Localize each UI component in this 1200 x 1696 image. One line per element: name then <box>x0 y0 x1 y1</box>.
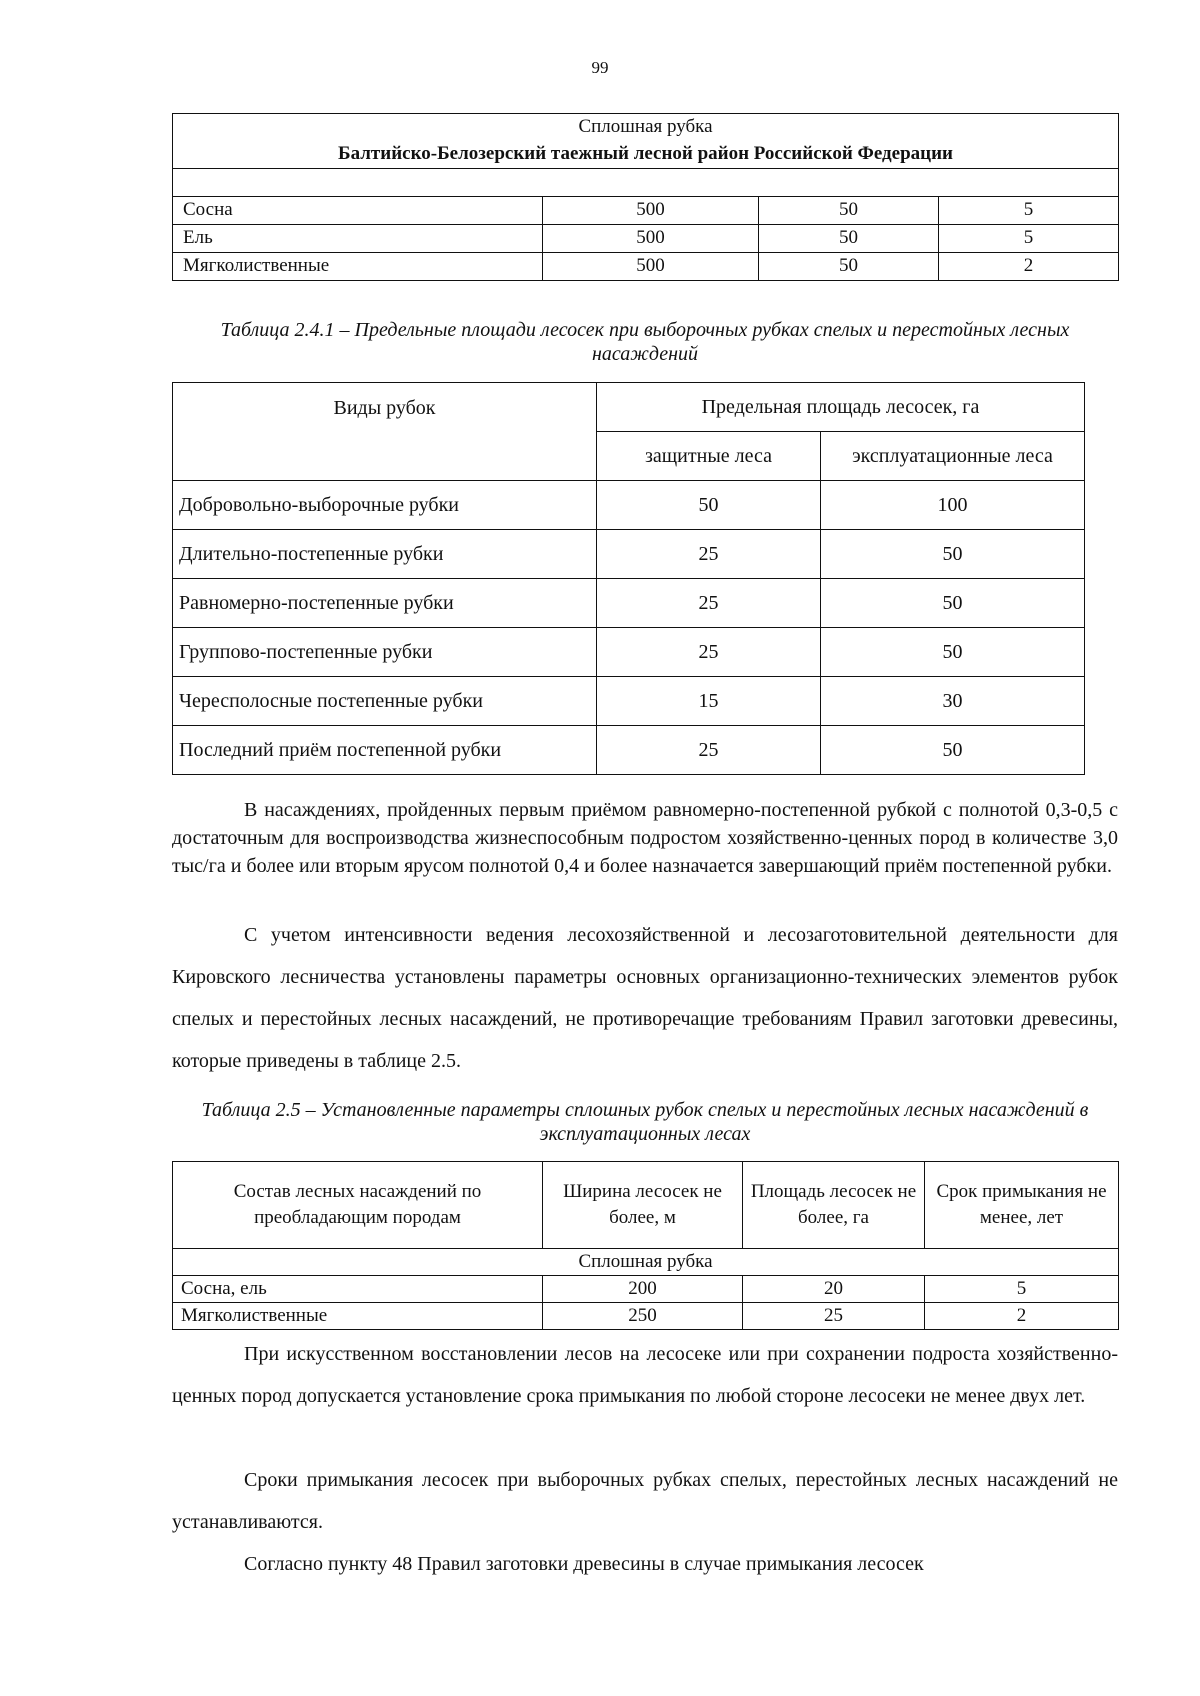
exploitation-cell: 50 <box>821 628 1085 677</box>
header-term: Срок примыкания не менее, лет <box>925 1162 1119 1249</box>
exploitation-cell: 50 <box>821 579 1085 628</box>
exploitation-cell: 100 <box>821 481 1085 530</box>
selective-cut-area-table <box>172 382 1085 775</box>
region-label: Балтийско-Белозерский таежный лесной район Российской Федерации <box>173 141 1119 169</box>
body-paragraph: Сроки примыкания лесосек при выборочных рубках спелых, перестойных лесных насаждений не устанавливаются. <box>172 1469 1118 1533</box>
term-cell: 5 <box>939 197 1119 225</box>
width-cell: 500 <box>543 253 759 281</box>
protective-cell: 25 <box>597 628 821 677</box>
body-paragraph: Согласно пункту 48 Правил заготовки древесины в случае примыкания лесосек <box>244 1553 924 1575</box>
table-row <box>173 225 1119 253</box>
protective-cell: 25 <box>597 530 821 579</box>
page-number: 99 <box>591 58 609 77</box>
protective-cell: 15 <box>597 677 821 726</box>
table-caption: Таблица 2.5 – Установленные параметры сплошных рубок спелых и перестойных лесных насаждений в эксплуатационных лесах <box>201 1099 1089 1145</box>
cut-type-cell: Длительно-постепенные рубки <box>173 530 597 579</box>
table-row <box>173 628 1085 677</box>
table-row <box>173 677 1085 726</box>
table-caption: Таблица 2.4.1 – Предельные площади лесосек при выборочных рубках спелых и перестойных лесных насаждений <box>220 319 1070 365</box>
body-paragraph: При искусственном восстановлении лесов на лесосеке или при сохранении подроста хозяйственно-ценных пород допускается установление срока примыкания по любой стороне лесосеки не менее двух лет. <box>172 1343 1118 1407</box>
section-label: Сплошная рубка <box>173 114 1119 142</box>
header-area-limit: Предельная площадь лесосек, га <box>597 383 1085 432</box>
cut-type-cell: Чересполосные постепенные рубки <box>173 677 597 726</box>
header-area: Площадь лесосек не более, га <box>743 1162 925 1249</box>
header-composition: Состав лесных насаждений по преобладающим породам <box>173 1162 543 1249</box>
body-paragraph: В насаждениях, пройденных первым приёмом равномерно-постепенной рубкой с полнотой 0,3-0,5 с достаточным для воспроизводства жизнеспособным подростом хозяйственно-ценных пород в количестве 3,0 тыс/га и более или вторым ярусом полнотой 0,4 и более назначается завершающий приём постепенной рубки. <box>172 799 1118 877</box>
width-cell: 500 <box>543 197 759 225</box>
term-cell: 2 <box>939 253 1119 281</box>
table-row <box>173 481 1085 530</box>
table-row <box>173 579 1085 628</box>
term-cell: 5 <box>939 225 1119 253</box>
exploitation-cell: 30 <box>821 677 1085 726</box>
table-row <box>173 1276 1119 1303</box>
width-cell: 250 <box>543 1303 743 1330</box>
body-paragraph: С учетом интенсивности ведения лесохозяйственной и лесозаготовительной деятельности для Кировского лесничества установлены параметры основных организационно-технических элементов рубок спелых и перестойных лесных насаждений, не противоречащие требованиям Правил заготовки древесины, которые приведены в таблице 2.5. <box>172 924 1118 1072</box>
cut-type-cell: Равномерно-постепенные рубки <box>173 579 597 628</box>
cut-type-cell: Последний приём постепенной рубки <box>173 726 597 775</box>
term-cell: 5 <box>925 1276 1119 1303</box>
table-row <box>173 253 1119 281</box>
section-label: Сплошная рубка <box>173 1249 1119 1276</box>
cut-type-cell: Добровольно-выборочные рубки <box>173 481 597 530</box>
cut-type-cell: Группово-постепенные рубки <box>173 628 597 677</box>
protective-cell: 50 <box>597 481 821 530</box>
width-cell: 500 <box>543 225 759 253</box>
header-width: Ширина лесосек не более, м <box>543 1162 743 1249</box>
term-cell: 2 <box>925 1303 1119 1330</box>
table-row <box>173 726 1085 775</box>
table-row <box>173 197 1119 225</box>
area-cell: 50 <box>759 253 939 281</box>
exploitation-cell: 50 <box>821 530 1085 579</box>
species-cell: Сосна <box>173 197 543 225</box>
area-cell: 20 <box>743 1276 925 1303</box>
protective-cell: 25 <box>597 726 821 775</box>
header-protective: защитные леса <box>597 432 821 481</box>
species-cell: Мягколиственные <box>173 1303 543 1330</box>
area-cell: 50 <box>759 197 939 225</box>
area-cell: 25 <box>743 1303 925 1330</box>
species-cell: Мягколиственные <box>173 253 543 281</box>
header-cut-types: Виды рубок <box>173 383 597 481</box>
area-cell: 50 <box>759 225 939 253</box>
protective-cell: 25 <box>597 579 821 628</box>
table-row <box>173 530 1085 579</box>
clearcut-table-continuation <box>172 113 1119 281</box>
empty-row <box>173 169 1119 197</box>
width-cell: 200 <box>543 1276 743 1303</box>
exploitation-cell: 50 <box>821 726 1085 775</box>
clearcut-parameters-table <box>172 1161 1119 1330</box>
species-cell: Ель <box>173 225 543 253</box>
species-cell: Сосна, ель <box>173 1276 543 1303</box>
table-row <box>173 1303 1119 1330</box>
header-exploitation: эксплуатационные леса <box>821 432 1085 481</box>
